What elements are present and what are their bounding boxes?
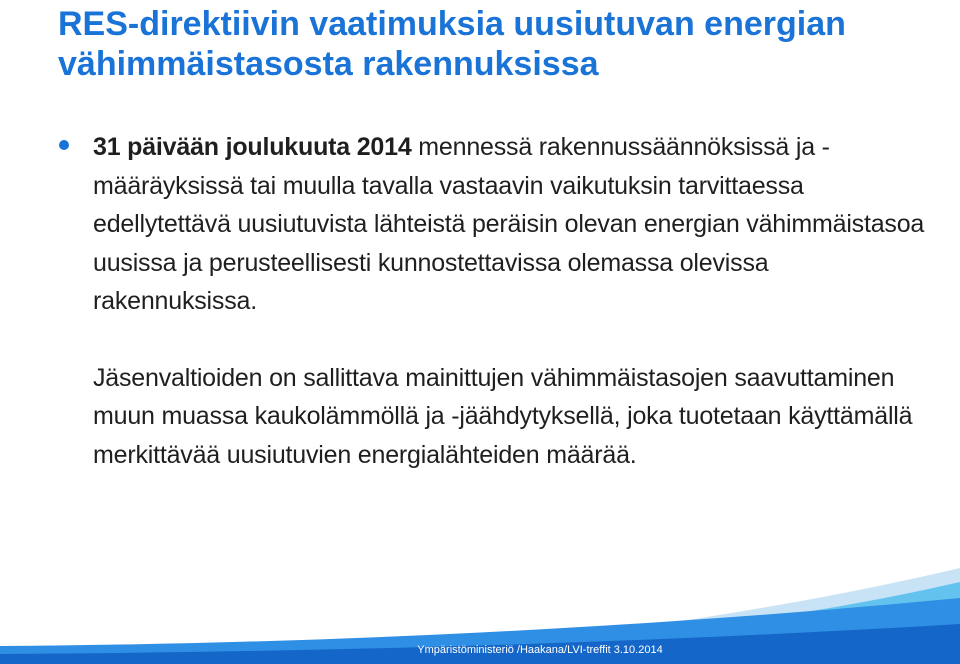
- slide-title: RES-direktiivin vaatimuksia uusiutuvan energian vähimmäistasosta rakennuksissa: [58, 5, 846, 83]
- bullet-text: mennessä rakennussäännöksissä ja -määräyksissä tai muulla tavalla vastaavin vaikutuksin tarvittaessa edellytettävä uusiutuvista lähteistä peräisin olevan energian vähimmäistasoa uusissa ja perusteellisesti kunnostettavissa olemassa olevissa rakennuksissa.: [93, 133, 925, 315]
- footer-text: Ympäristöministeriö /Haakana/LVI-treffit 3.10.2014: [417, 644, 663, 656]
- bullet-bold-lead: 31 päivään joulukuuta 2014: [93, 133, 412, 161]
- body-paragraph: Jäsenvaltioiden on sallittava mainittujen vähimmäistasojen saavuttaminen muun muassa kaukolämmöllä ja -jäähdytyksellä, joka tuotetaan käyttämällä merkittävää uusiutuvien energialähteiden määrää.: [93, 363, 913, 469]
